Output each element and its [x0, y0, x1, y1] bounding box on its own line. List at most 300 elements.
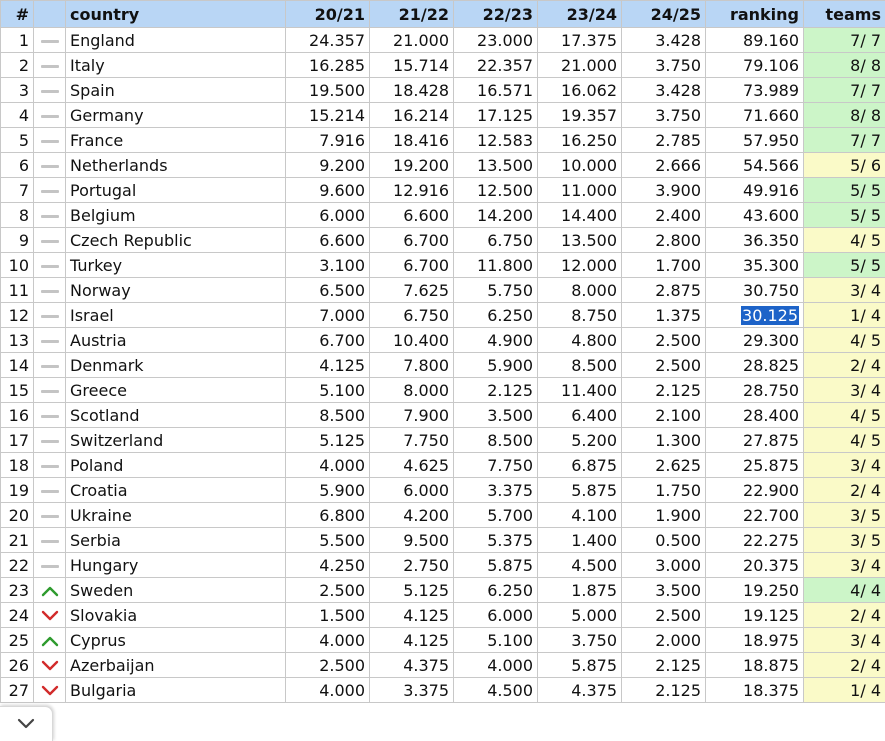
season-points-cell[interactable]: 9.200 — [286, 153, 370, 178]
country-cell[interactable]: Scotland — [66, 403, 286, 428]
ranking-cell[interactable] — [706, 553, 804, 578]
ranking-cell[interactable] — [706, 78, 804, 103]
season-points-cell[interactable]: 4.000 — [286, 628, 370, 653]
rank-number-cell[interactable]: 25 — [1, 628, 34, 653]
rank-number-cell[interactable]: 8 — [1, 203, 34, 228]
trend-same-icon — [41, 415, 59, 418]
ranking-cell[interactable] — [706, 253, 804, 278]
season-points-cell[interactable]: 7.750 — [454, 453, 538, 478]
season-points-cell[interactable]: 5.375 — [454, 528, 538, 553]
table-row[interactable] — [1, 53, 885, 78]
season-points-cell[interactable]: 9.500 — [370, 528, 454, 553]
country-cell[interactable]: Serbia — [66, 528, 286, 553]
teams-cell[interactable]: 4/ 5 — [804, 428, 885, 453]
season-points-cell[interactable]: 11.400 — [538, 378, 622, 403]
country-cell[interactable]: Slovakia — [66, 603, 286, 628]
rank-number-cell[interactable]: 4 — [1, 103, 34, 128]
teams-cell[interactable]: 7/ 7 — [804, 78, 885, 103]
season-points-cell[interactable]: 6.750 — [454, 228, 538, 253]
table-row[interactable] — [1, 153, 885, 178]
ranking-cell[interactable] — [706, 103, 804, 128]
rank-number-cell[interactable]: 21 — [1, 528, 34, 553]
season-points-cell[interactable]: 1.375 — [622, 303, 706, 328]
season-points-cell[interactable]: 6.000 — [370, 478, 454, 503]
country-cell[interactable]: Azerbaijan — [66, 653, 286, 678]
table-row[interactable] — [1, 78, 885, 103]
table-row[interactable] — [1, 453, 885, 478]
season-points-cell[interactable]: 2.500 — [622, 603, 706, 628]
season-points-cell[interactable]: 8.000 — [538, 278, 622, 303]
season-points-cell[interactable]: 3.750 — [622, 53, 706, 78]
country-cell[interactable]: Hungary — [66, 553, 286, 578]
trend-cell — [34, 678, 66, 703]
season-points-cell[interactable]: 4.100 — [538, 503, 622, 528]
ranking-cell[interactable] — [706, 278, 804, 303]
season-points-cell[interactable]: 24.357 — [286, 28, 370, 53]
trend-same-icon — [41, 190, 59, 193]
trend-cell — [34, 378, 66, 403]
table-row[interactable] — [1, 353, 885, 378]
season-points-cell[interactable]: 16.214 — [370, 103, 454, 128]
season-points-cell[interactable]: 18.416 — [370, 128, 454, 153]
country-cell[interactable]: Greece — [66, 378, 286, 403]
season-points-cell[interactable]: 4.375 — [370, 653, 454, 678]
season-points-cell[interactable]: 5.100 — [454, 628, 538, 653]
country-cell[interactable]: Bulgaria — [66, 678, 286, 703]
season-points-cell[interactable]: 21.000 — [370, 28, 454, 53]
season-points-cell[interactable]: 1.400 — [538, 528, 622, 553]
ranking-cell[interactable] — [706, 378, 804, 403]
season-points-cell[interactable]: 16.250 — [538, 128, 622, 153]
season-points-cell[interactable]: 2.400 — [622, 203, 706, 228]
rank-number-cell[interactable]: 10 — [1, 253, 34, 278]
teams-cell[interactable]: 5/ 6 — [804, 153, 885, 178]
country-cell[interactable]: Denmark — [66, 353, 286, 378]
season-points-cell[interactable]: 6.800 — [286, 503, 370, 528]
season-points-cell[interactable]: 2.125 — [622, 378, 706, 403]
trend-same-icon — [41, 340, 59, 343]
season-points-cell[interactable]: 5.200 — [538, 428, 622, 453]
rank-number-cell[interactable]: 2 — [1, 53, 34, 78]
table-row[interactable] — [1, 478, 885, 503]
teams-cell[interactable]: 3/ 4 — [804, 453, 885, 478]
season-points-cell[interactable]: 2.500 — [622, 353, 706, 378]
trend-same-icon — [41, 515, 59, 518]
trend-cell — [34, 28, 66, 53]
teams-cell[interactable]: 3/ 4 — [804, 553, 885, 578]
rank-number-cell[interactable]: 18 — [1, 453, 34, 478]
table-row[interactable] — [1, 203, 885, 228]
trend-up-icon — [40, 634, 60, 648]
season-points-cell[interactable]: 2.800 — [622, 228, 706, 253]
ranking-cell[interactable] — [706, 578, 804, 603]
season-points-cell[interactable]: 4.375 — [538, 678, 622, 703]
rank-number-cell[interactable]: 9 — [1, 228, 34, 253]
season-points-cell[interactable]: 2.500 — [286, 578, 370, 603]
ranking-cell[interactable] — [706, 303, 804, 328]
season-points-cell[interactable]: 2.125 — [622, 678, 706, 703]
teams-cell[interactable]: 2/ 4 — [804, 353, 885, 378]
header-season-2324[interactable]: 23/24 — [538, 1, 622, 28]
season-points-cell[interactable]: 4.125 — [370, 628, 454, 653]
season-points-cell[interactable]: 4.500 — [538, 553, 622, 578]
season-points-cell[interactable]: 3.500 — [454, 403, 538, 428]
season-points-cell[interactable]: 1.700 — [622, 253, 706, 278]
ranking-cell[interactable] — [706, 628, 804, 653]
table-row[interactable] — [1, 328, 885, 353]
ranking-value: 19.250 — [743, 581, 799, 600]
ranking-cell[interactable] — [706, 328, 804, 353]
season-points-cell[interactable]: 14.200 — [454, 203, 538, 228]
country-cell[interactable]: Turkey — [66, 253, 286, 278]
rank-number-cell[interactable]: 27 — [1, 678, 34, 703]
season-points-cell[interactable]: 7.900 — [370, 403, 454, 428]
season-points-cell[interactable]: 19.500 — [286, 78, 370, 103]
season-points-cell[interactable]: 8.500 — [286, 403, 370, 428]
ranking-cell[interactable] — [706, 353, 804, 378]
season-points-cell[interactable]: 6.250 — [454, 303, 538, 328]
season-points-cell[interactable]: 16.285 — [286, 53, 370, 78]
teams-cell[interactable]: 2/ 4 — [804, 603, 885, 628]
season-points-cell[interactable]: 3.500 — [622, 578, 706, 603]
table-row[interactable] — [1, 628, 885, 653]
season-points-cell[interactable]: 6.500 — [286, 278, 370, 303]
rank-number-cell[interactable]: 7 — [1, 178, 34, 203]
season-points-cell[interactable]: 4.125 — [370, 603, 454, 628]
rank-number-cell[interactable]: 26 — [1, 653, 34, 678]
season-points-cell[interactable]: 4.625 — [370, 453, 454, 478]
rank-number-cell[interactable]: 19 — [1, 478, 34, 503]
season-points-cell[interactable]: 11.000 — [538, 178, 622, 203]
season-points-cell[interactable]: 2.000 — [622, 628, 706, 653]
season-points-cell[interactable]: 3.375 — [370, 678, 454, 703]
table-row[interactable] — [1, 28, 885, 53]
country-cell[interactable]: Netherlands — [66, 153, 286, 178]
season-points-cell[interactable]: 10.000 — [538, 153, 622, 178]
season-points-cell[interactable]: 8.500 — [538, 353, 622, 378]
season-points-cell[interactable]: 18.428 — [370, 78, 454, 103]
rank-number-cell[interactable]: 13 — [1, 328, 34, 353]
season-points-cell[interactable]: 3.100 — [286, 253, 370, 278]
table-row[interactable] — [1, 178, 885, 203]
season-points-cell[interactable]: 2.500 — [286, 653, 370, 678]
season-points-cell[interactable]: 7.625 — [370, 278, 454, 303]
teams-cell[interactable]: 5/ 5 — [804, 178, 885, 203]
season-points-cell[interactable]: 19.200 — [370, 153, 454, 178]
season-points-cell[interactable]: 3.750 — [538, 628, 622, 653]
country-cell[interactable]: Belgium — [66, 203, 286, 228]
table-row[interactable] — [1, 428, 885, 453]
trend-cell — [34, 478, 66, 503]
season-points-cell[interactable]: 7.750 — [370, 428, 454, 453]
ranking-cell[interactable] — [706, 678, 804, 703]
season-points-cell[interactable]: 2.125 — [454, 378, 538, 403]
teams-cell[interactable]: 3/ 5 — [804, 503, 885, 528]
ranking-value: 18.875 — [743, 656, 799, 675]
season-points-cell[interactable]: 3.428 — [622, 28, 706, 53]
teams-cell[interactable]: 1/ 4 — [804, 303, 885, 328]
season-points-cell[interactable]: 12.916 — [370, 178, 454, 203]
table-row[interactable] — [1, 553, 885, 578]
season-points-cell[interactable]: 2.100 — [622, 403, 706, 428]
season-points-cell[interactable]: 1.500 — [286, 603, 370, 628]
season-points-cell[interactable]: 19.357 — [538, 103, 622, 128]
ranking-cell[interactable] — [706, 478, 804, 503]
trend-cell — [34, 278, 66, 303]
season-points-cell[interactable]: 17.125 — [454, 103, 538, 128]
country-cell[interactable]: Portugal — [66, 178, 286, 203]
season-points-cell[interactable]: 13.500 — [538, 228, 622, 253]
table-row[interactable] — [1, 303, 885, 328]
header-teams[interactable]: teams — [804, 1, 885, 28]
teams-cell[interactable]: 3/ 4 — [804, 378, 885, 403]
teams-cell[interactable]: 4/ 5 — [804, 228, 885, 253]
ranking-cell[interactable] — [706, 528, 804, 553]
season-points-cell[interactable]: 21.000 — [538, 53, 622, 78]
header-country[interactable]: country — [66, 1, 286, 28]
season-points-cell[interactable]: 5.700 — [454, 503, 538, 528]
teams-cell[interactable]: 4/ 5 — [804, 403, 885, 428]
season-points-cell[interactable]: 3.000 — [622, 553, 706, 578]
rank-number-cell[interactable]: 3 — [1, 78, 34, 103]
table-row[interactable] — [1, 653, 885, 678]
trend-down-icon — [40, 684, 60, 698]
season-points-cell[interactable]: 2.875 — [622, 278, 706, 303]
season-points-cell[interactable]: 6.600 — [286, 228, 370, 253]
ranking-cell[interactable] — [706, 403, 804, 428]
season-points-cell[interactable]: 7.800 — [370, 353, 454, 378]
season-points-cell[interactable]: 6.600 — [370, 203, 454, 228]
teams-cell[interactable]: 2/ 4 — [804, 653, 885, 678]
country-cell[interactable]: Israel — [66, 303, 286, 328]
table-row[interactable] — [1, 228, 885, 253]
table-row[interactable] — [1, 528, 885, 553]
ranking-value: 28.750 — [743, 381, 799, 400]
season-points-cell[interactable]: 2.750 — [370, 553, 454, 578]
rank-number-cell[interactable]: 5 — [1, 128, 34, 153]
season-points-cell[interactable]: 5.750 — [454, 278, 538, 303]
ranking-cell[interactable] — [706, 503, 804, 528]
header-ranking[interactable]: ranking — [706, 1, 804, 28]
teams-cell[interactable]: 3/ 4 — [804, 278, 885, 303]
teams-cell[interactable]: 7/ 7 — [804, 28, 885, 53]
season-points-cell[interactable]: 3.900 — [622, 178, 706, 203]
season-points-cell[interactable]: 12.583 — [454, 128, 538, 153]
teams-cell[interactable]: 7/ 7 — [804, 128, 885, 153]
season-points-cell[interactable]: 2.666 — [622, 153, 706, 178]
country-cell[interactable]: Austria — [66, 328, 286, 353]
rank-number-cell[interactable]: 1 — [1, 28, 34, 53]
rank-number-cell[interactable]: 17 — [1, 428, 34, 453]
season-points-cell[interactable]: 6.875 — [538, 453, 622, 478]
teams-cell[interactable]: 1/ 4 — [804, 678, 885, 703]
country-cell[interactable]: Czech Republic — [66, 228, 286, 253]
season-points-cell[interactable]: 8.750 — [538, 303, 622, 328]
ranking-cell[interactable] — [706, 228, 804, 253]
rank-number-cell[interactable]: 14 — [1, 353, 34, 378]
season-points-cell[interactable]: 5.875 — [538, 478, 622, 503]
season-points-cell[interactable]: 7.916 — [286, 128, 370, 153]
rank-number-cell[interactable]: 20 — [1, 503, 34, 528]
header-rank-number[interactable]: # — [1, 1, 34, 28]
rank-number-cell[interactable]: 16 — [1, 403, 34, 428]
season-points-cell[interactable]: 12.500 — [454, 178, 538, 203]
table-row[interactable] — [1, 678, 885, 703]
ranking-value: 27.875 — [743, 431, 799, 450]
teams-cell[interactable]: 3/ 4 — [804, 628, 885, 653]
table-row[interactable] — [1, 378, 885, 403]
table-row[interactable] — [1, 128, 885, 153]
season-points-cell[interactable]: 12.000 — [538, 253, 622, 278]
season-points-cell[interactable]: 5.100 — [286, 378, 370, 403]
teams-cell[interactable]: 5/ 5 — [804, 253, 885, 278]
season-points-cell[interactable]: 6.700 — [370, 228, 454, 253]
season-points-cell[interactable]: 2.625 — [622, 453, 706, 478]
season-points-cell[interactable]: 4.000 — [286, 678, 370, 703]
rank-number-cell[interactable]: 12 — [1, 303, 34, 328]
season-points-cell[interactable]: 4.000 — [454, 653, 538, 678]
season-points-cell[interactable]: 1.750 — [622, 478, 706, 503]
season-points-cell[interactable]: 2.500 — [622, 328, 706, 353]
teams-cell[interactable]: 3/ 5 — [804, 528, 885, 553]
season-points-cell[interactable]: 15.214 — [286, 103, 370, 128]
country-cell[interactable]: Spain — [66, 78, 286, 103]
ranking-cell[interactable] — [706, 178, 804, 203]
season-points-cell[interactable]: 23.000 — [454, 28, 538, 53]
trend-cell — [34, 603, 66, 628]
season-points-cell[interactable]: 2.125 — [622, 653, 706, 678]
season-points-cell[interactable]: 5.875 — [538, 653, 622, 678]
season-points-cell[interactable]: 3.375 — [454, 478, 538, 503]
season-points-cell[interactable]: 22.357 — [454, 53, 538, 78]
teams-cell[interactable]: 5/ 5 — [804, 203, 885, 228]
teams-cell[interactable]: 8/ 8 — [804, 103, 885, 128]
season-points-cell[interactable]: 11.800 — [454, 253, 538, 278]
collapse-button[interactable] — [0, 706, 53, 741]
country-cell[interactable]: Ukraine — [66, 503, 286, 528]
season-points-cell[interactable]: 4.800 — [538, 328, 622, 353]
season-points-cell[interactable]: 4.500 — [454, 678, 538, 703]
season-points-cell[interactable]: 4.250 — [286, 553, 370, 578]
country-cell[interactable]: Cyprus — [66, 628, 286, 653]
teams-cell[interactable]: 2/ 4 — [804, 478, 885, 503]
season-points-cell[interactable]: 6.000 — [286, 203, 370, 228]
season-points-cell[interactable]: 16.571 — [454, 78, 538, 103]
season-points-cell[interactable]: 8.000 — [370, 378, 454, 403]
rank-number-cell[interactable]: 22 — [1, 553, 34, 578]
season-points-cell[interactable]: 14.400 — [538, 203, 622, 228]
rank-number-cell[interactable]: 6 — [1, 153, 34, 178]
country-cell[interactable]: Switzerland — [66, 428, 286, 453]
ranking-cell[interactable] — [706, 603, 804, 628]
season-points-cell[interactable]: 6.250 — [454, 578, 538, 603]
season-points-cell[interactable]: 3.750 — [622, 103, 706, 128]
table-row[interactable] — [1, 403, 885, 428]
season-points-cell[interactable]: 6.700 — [370, 253, 454, 278]
ranking-value: 19.125 — [743, 606, 799, 625]
season-points-cell[interactable]: 4.125 — [286, 353, 370, 378]
rank-number-cell[interactable]: 24 — [1, 603, 34, 628]
season-points-cell[interactable]: 7.000 — [286, 303, 370, 328]
season-points-cell[interactable]: 3.428 — [622, 78, 706, 103]
season-points-cell[interactable]: 0.500 — [622, 528, 706, 553]
ranking-cell[interactable] — [706, 53, 804, 78]
season-points-cell[interactable]: 5.125 — [370, 578, 454, 603]
teams-cell[interactable]: 8/ 8 — [804, 53, 885, 78]
country-cell[interactable]: Croatia — [66, 478, 286, 503]
season-points-cell[interactable]: 5.875 — [454, 553, 538, 578]
country-cell[interactable]: Germany — [66, 103, 286, 128]
season-points-cell[interactable]: 4.900 — [454, 328, 538, 353]
country-cell[interactable]: Italy — [66, 53, 286, 78]
header-season-2425[interactable]: 24/25 — [622, 1, 706, 28]
ranking-cell[interactable] — [706, 28, 804, 53]
trend-cell — [34, 253, 66, 278]
ranking-value: 28.825 — [743, 356, 799, 375]
rank-number-cell[interactable]: 23 — [1, 578, 34, 603]
season-points-cell[interactable]: 5.500 — [286, 528, 370, 553]
season-points-cell[interactable]: 10.400 — [370, 328, 454, 353]
teams-cell[interactable]: 4/ 4 — [804, 578, 885, 603]
ranking-cell[interactable] — [706, 153, 804, 178]
season-points-cell[interactable]: 13.500 — [454, 153, 538, 178]
teams-cell[interactable]: 4/ 5 — [804, 328, 885, 353]
rank-number-cell[interactable]: 15 — [1, 378, 34, 403]
country-cell[interactable]: France — [66, 128, 286, 153]
table-row[interactable] — [1, 103, 885, 128]
header-season-2021[interactable]: 20/21 — [286, 1, 370, 28]
country-cell[interactable]: Poland — [66, 453, 286, 478]
season-points-cell[interactable]: 5.000 — [538, 603, 622, 628]
ranking-cell[interactable] — [706, 428, 804, 453]
table-row[interactable] — [1, 278, 885, 303]
season-points-cell[interactable]: 5.125 — [286, 428, 370, 453]
ranking-cell[interactable] — [706, 653, 804, 678]
season-points-cell[interactable]: 6.400 — [538, 403, 622, 428]
season-points-cell[interactable]: 16.062 — [538, 78, 622, 103]
season-points-cell[interactable]: 9.600 — [286, 178, 370, 203]
ranking-cell[interactable] — [706, 453, 804, 478]
ranking-cell[interactable] — [706, 203, 804, 228]
season-points-cell[interactable]: 8.500 — [454, 428, 538, 453]
header-season-2122[interactable]: 21/22 — [370, 1, 454, 28]
table-row[interactable] — [1, 578, 885, 603]
country-cell[interactable]: Sweden — [66, 578, 286, 603]
table-row[interactable] — [1, 503, 885, 528]
season-points-cell[interactable]: 15.714 — [370, 53, 454, 78]
season-points-cell[interactable]: 4.200 — [370, 503, 454, 528]
country-cell[interactable]: England — [66, 28, 286, 53]
season-points-cell[interactable]: 6.000 — [454, 603, 538, 628]
table-row[interactable] — [1, 253, 885, 278]
season-points-cell[interactable]: 6.750 — [370, 303, 454, 328]
trend-cell — [34, 53, 66, 78]
header-season-2223[interactable]: 22/23 — [454, 1, 538, 28]
season-points-cell[interactable]: 17.375 — [538, 28, 622, 53]
season-points-cell[interactable]: 5.900 — [454, 353, 538, 378]
ranking-cell[interactable] — [706, 128, 804, 153]
season-points-cell[interactable]: 5.900 — [286, 478, 370, 503]
season-points-cell[interactable]: 4.000 — [286, 453, 370, 478]
season-points-cell[interactable]: 6.700 — [286, 328, 370, 353]
table-row[interactable] — [1, 603, 885, 628]
rank-number-cell[interactable]: 11 — [1, 278, 34, 303]
season-points-cell[interactable]: 2.785 — [622, 128, 706, 153]
season-points-cell[interactable]: 1.300 — [622, 428, 706, 453]
country-cell[interactable]: Norway — [66, 278, 286, 303]
season-points-cell[interactable]: 1.900 — [622, 503, 706, 528]
season-points-cell[interactable]: 1.875 — [538, 578, 622, 603]
